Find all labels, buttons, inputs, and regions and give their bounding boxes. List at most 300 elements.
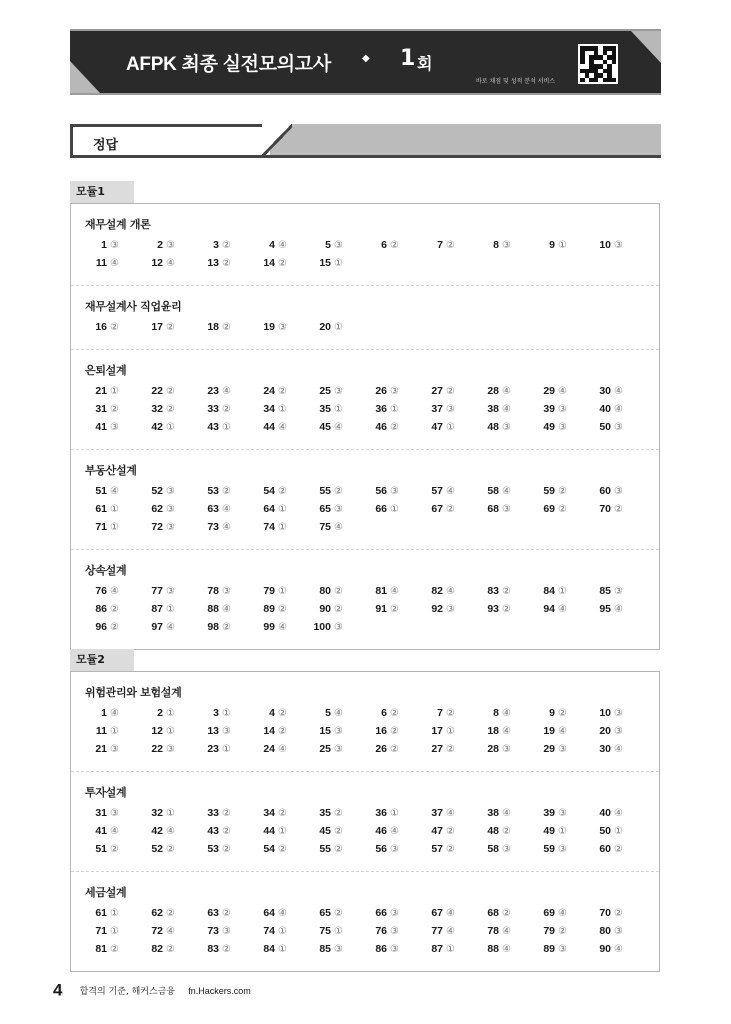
answer-choice: ③	[166, 744, 175, 755]
question-number: 43	[207, 421, 219, 433]
answer-choice: ②	[278, 844, 287, 855]
answer-item	[197, 256, 253, 271]
question-number: 57	[431, 485, 443, 497]
question-number: 75	[319, 925, 331, 937]
answer-item	[421, 384, 477, 399]
answer-choice: ①	[166, 422, 175, 433]
answer-choice: ③	[446, 604, 455, 615]
answer-item	[477, 824, 533, 839]
answer-choice: ④	[502, 926, 511, 937]
question-number: 90	[599, 943, 611, 955]
answer-item	[477, 806, 533, 821]
answer-choice: ②	[390, 726, 399, 737]
answer-item	[141, 484, 197, 499]
answer-choice: ②	[334, 604, 343, 615]
answer-item	[309, 484, 365, 499]
answer-item	[309, 924, 365, 939]
question-number: 40	[599, 403, 611, 415]
question-number: 25	[319, 743, 331, 755]
answer-choice: ②	[110, 844, 119, 855]
question-number: 10	[599, 239, 611, 251]
answer-choice: ②	[110, 604, 119, 615]
answer-item	[85, 842, 141, 857]
question-number: 15	[319, 257, 331, 269]
answer-choice: ②	[110, 944, 119, 955]
answer-item	[253, 842, 309, 857]
module-1-box	[70, 203, 660, 650]
answer-item	[85, 942, 141, 957]
answer-choice: ②	[222, 240, 231, 251]
answer-choice: ①	[278, 586, 287, 597]
answer-choice: ①	[446, 422, 455, 433]
answer-choice: ④	[278, 422, 287, 433]
answer-item	[365, 484, 421, 499]
answer-section	[71, 684, 659, 771]
question-number: 6	[381, 707, 387, 719]
question-number: 66	[375, 907, 387, 919]
question-number: 14	[263, 257, 275, 269]
answer-choice: ②	[334, 586, 343, 597]
answer-item	[85, 824, 141, 839]
answer-item	[85, 620, 141, 635]
answer-choice: ②	[502, 604, 511, 615]
answer-choice: ③	[166, 504, 175, 515]
answer-grid	[85, 320, 645, 349]
answer-grid	[85, 906, 645, 971]
answer-item	[365, 238, 421, 253]
answer-choice: ②	[446, 504, 455, 515]
answer-choice: ①	[334, 322, 343, 333]
question-number: 86	[375, 943, 387, 955]
answer-choice: ④	[278, 622, 287, 633]
question-number: 79	[543, 925, 555, 937]
answer-choice: ①	[446, 726, 455, 737]
answer-choice: ③	[166, 522, 175, 533]
question-number: 12	[151, 725, 163, 737]
answer-section	[71, 216, 659, 285]
answer-item	[421, 742, 477, 757]
question-number: 33	[207, 807, 219, 819]
question-number: 34	[263, 403, 275, 415]
question-number: 38	[487, 403, 499, 415]
answer-item	[309, 502, 365, 517]
question-number: 64	[263, 907, 275, 919]
answer-item	[365, 806, 421, 821]
question-number: 47	[431, 421, 443, 433]
answer-item	[253, 724, 309, 739]
answer-item	[309, 824, 365, 839]
answer-item	[421, 584, 477, 599]
answer-choice: ②	[222, 404, 231, 415]
answer-choice: ④	[502, 808, 511, 819]
answer-item	[85, 742, 141, 757]
answer-choice: ③	[614, 586, 623, 597]
answer-item	[309, 602, 365, 617]
question-number: 95	[599, 603, 611, 615]
answer-item	[477, 724, 533, 739]
question-number: 21	[95, 385, 107, 397]
question-number: 17	[431, 725, 443, 737]
question-number: 36	[375, 807, 387, 819]
answer-choice: ②	[558, 504, 567, 515]
answer-item	[197, 724, 253, 739]
question-number: 74	[263, 521, 275, 533]
answer-choice: ②	[446, 844, 455, 855]
answer-choice: ②	[614, 844, 623, 855]
exam-title: AFPK 최종 실전모의고사	[126, 54, 331, 75]
question-number: 20	[319, 321, 331, 333]
answer-item	[309, 584, 365, 599]
answer-item	[589, 742, 645, 757]
answer-choice: ③	[390, 844, 399, 855]
question-number: 30	[599, 385, 611, 397]
answer-item	[533, 824, 589, 839]
answer-item	[253, 706, 309, 721]
question-number: 91	[375, 603, 387, 615]
answer-choice: ①	[166, 708, 175, 719]
answer-item	[589, 484, 645, 499]
answer-item	[533, 484, 589, 499]
answer-item	[421, 906, 477, 921]
question-number: 19	[263, 321, 275, 333]
answer-choice: ③	[558, 404, 567, 415]
question-number: 9	[549, 239, 555, 251]
answer-item	[141, 402, 197, 417]
section-title: 세금설계	[85, 886, 127, 899]
answer-item	[309, 742, 365, 757]
answer-choice: ③	[334, 744, 343, 755]
answer-item	[365, 942, 421, 957]
question-number: 51	[95, 485, 107, 497]
answer-choice: ②	[502, 908, 511, 919]
question-number: 85	[319, 943, 331, 955]
answer-item	[253, 584, 309, 599]
page-number: 4	[53, 980, 63, 1000]
answer-item	[85, 724, 141, 739]
answer-choice: ④	[558, 908, 567, 919]
question-number: 27	[431, 385, 443, 397]
question-number: 35	[319, 403, 331, 415]
answer-item	[421, 942, 477, 957]
answer-choice: ①	[110, 504, 119, 515]
question-number: 82	[431, 585, 443, 597]
answer-choice: ①	[390, 808, 399, 819]
question-number: 11	[95, 257, 107, 269]
answer-choice: ④	[334, 708, 343, 719]
answer-item	[197, 420, 253, 435]
answer-item	[365, 402, 421, 417]
answer-item	[141, 742, 197, 757]
answer-choice: ②	[222, 844, 231, 855]
answer-item	[309, 842, 365, 857]
answer-section	[71, 771, 659, 871]
answer-item	[85, 420, 141, 435]
question-number: 81	[95, 943, 107, 955]
section-title: 재무설계 개론	[85, 218, 151, 231]
question-number: 50	[599, 825, 611, 837]
question-number: 28	[487, 743, 499, 755]
answer-choice: ①	[278, 404, 287, 415]
answer-choice: ④	[614, 604, 623, 615]
answer-choice: ②	[278, 486, 287, 497]
answer-choice: ④	[110, 826, 119, 837]
answer-item	[477, 602, 533, 617]
answer-item	[253, 620, 309, 635]
answer-section	[71, 285, 659, 349]
answer-item	[589, 402, 645, 417]
answer-item	[85, 584, 141, 599]
question-number: 70	[599, 907, 611, 919]
question-number: 56	[375, 843, 387, 855]
question-number: 47	[431, 825, 443, 837]
answer-section	[71, 549, 659, 649]
question-number: 78	[487, 925, 499, 937]
answer-choice: ①	[110, 908, 119, 919]
answer-choice: ④	[110, 486, 119, 497]
question-number: 53	[207, 485, 219, 497]
answer-choice: ②	[222, 808, 231, 819]
answer-item	[365, 502, 421, 517]
answer-item	[141, 806, 197, 821]
question-number: 100	[313, 621, 331, 633]
answer-choice: ③	[558, 808, 567, 819]
answer-choice: ③	[614, 708, 623, 719]
answer-choice: ④	[334, 522, 343, 533]
page-footer	[53, 980, 251, 1001]
answer-item	[141, 706, 197, 721]
answer-item	[533, 238, 589, 253]
answer-choice: ①	[558, 240, 567, 251]
answer-item	[309, 806, 365, 821]
answer-choice: ②	[222, 322, 231, 333]
question-number: 43	[207, 825, 219, 837]
answer-choice: ①	[614, 826, 623, 837]
question-number: 70	[599, 503, 611, 515]
round-number: 1	[400, 46, 416, 71]
answer-item	[85, 502, 141, 517]
answer-item	[477, 502, 533, 517]
answer-choice: ③	[558, 944, 567, 955]
question-number: 77	[151, 585, 163, 597]
answer-item	[533, 384, 589, 399]
question-number: 76	[375, 925, 387, 937]
answer-item	[589, 942, 645, 957]
question-number: 48	[487, 825, 499, 837]
answer-choice: ①	[110, 522, 119, 533]
answer-choice: ②	[390, 604, 399, 615]
answer-item	[85, 320, 141, 335]
question-number: 40	[599, 807, 611, 819]
answer-choice: ②	[278, 808, 287, 819]
question-number: 72	[151, 521, 163, 533]
answer-choice: ②	[446, 386, 455, 397]
section-title: 은퇴설계	[85, 364, 127, 377]
answer-choice: ④	[166, 926, 175, 937]
question-number: 59	[543, 843, 555, 855]
answer-item	[533, 806, 589, 821]
question-number: 13	[207, 725, 219, 737]
answer-item	[421, 806, 477, 821]
question-number: 49	[543, 825, 555, 837]
question-number: 74	[263, 925, 275, 937]
answer-choice: ②	[390, 744, 399, 755]
answer-choice: ③	[614, 240, 623, 251]
answer-item	[141, 420, 197, 435]
answer-item	[421, 484, 477, 499]
question-number: 6	[381, 239, 387, 251]
answer-item	[477, 906, 533, 921]
question-number: 23	[207, 743, 219, 755]
answer-choice: ③	[334, 622, 343, 633]
question-number: 22	[151, 385, 163, 397]
answer-choice: ①	[222, 708, 231, 719]
answer-choice: ③	[334, 726, 343, 737]
question-number: 62	[151, 503, 163, 515]
answer-choice: ④	[278, 908, 287, 919]
question-number: 63	[207, 907, 219, 919]
answer-choice: ④	[166, 826, 175, 837]
answer-item	[421, 602, 477, 617]
answer-choice: ③	[558, 744, 567, 755]
answer-choice: ②	[614, 504, 623, 515]
answer-item	[85, 520, 141, 535]
answer-choice: ④	[390, 826, 399, 837]
answer-item	[253, 420, 309, 435]
answer-item	[253, 906, 309, 921]
answer-choice: ①	[334, 404, 343, 415]
question-number: 76	[95, 585, 107, 597]
answer-item	[365, 724, 421, 739]
answer-choice: ③	[334, 944, 343, 955]
answer-choice: ②	[558, 926, 567, 937]
answer-choice: ①	[390, 504, 399, 515]
answer-item	[421, 502, 477, 517]
question-number: 73	[207, 925, 219, 937]
answer-item	[85, 238, 141, 253]
answer-item	[477, 742, 533, 757]
footer-site-link[interactable]: fn.Hackers.com	[188, 985, 251, 996]
answer-choice: ③	[502, 844, 511, 855]
answer-choice: ②	[390, 708, 399, 719]
answer-item	[309, 420, 365, 435]
answer-tab	[70, 124, 270, 155]
question-number: 4	[269, 707, 275, 719]
answer-item	[365, 584, 421, 599]
answer-grid	[85, 584, 645, 649]
question-number: 84	[543, 585, 555, 597]
answer-item	[533, 420, 589, 435]
answer-item	[365, 384, 421, 399]
answer-choice: ③	[222, 926, 231, 937]
answer-item	[141, 256, 197, 271]
answer-item	[197, 402, 253, 417]
question-number: 59	[543, 485, 555, 497]
question-number: 55	[319, 485, 331, 497]
answer-choice: ②	[278, 708, 287, 719]
question-number: 12	[151, 257, 163, 269]
answer-item	[589, 706, 645, 721]
question-number: 54	[263, 843, 275, 855]
question-number: 88	[207, 603, 219, 615]
answer-item	[197, 384, 253, 399]
answer-choice: ②	[222, 258, 231, 269]
question-number: 51	[95, 843, 107, 855]
answer-item	[589, 842, 645, 857]
question-number: 82	[151, 943, 163, 955]
question-number: 67	[431, 503, 443, 515]
question-number: 67	[431, 907, 443, 919]
question-number: 29	[543, 743, 555, 755]
answer-choice: ②	[334, 908, 343, 919]
question-number: 78	[207, 585, 219, 597]
answer-choice: ③	[390, 926, 399, 937]
question-number: 48	[487, 421, 499, 433]
question-number: 19	[543, 725, 555, 737]
answer-choice: ②	[110, 322, 119, 333]
answer-choice: ②	[446, 826, 455, 837]
question-number: 92	[431, 603, 443, 615]
question-number: 58	[487, 485, 499, 497]
question-number: 56	[375, 485, 387, 497]
answer-choice: ②	[222, 486, 231, 497]
answer-item	[141, 602, 197, 617]
qr-code-icon[interactable]	[578, 44, 618, 84]
answer-item	[589, 384, 645, 399]
question-number: 39	[543, 807, 555, 819]
answer-choice: ③	[110, 744, 119, 755]
question-number: 27	[431, 743, 443, 755]
question-number: 35	[319, 807, 331, 819]
answer-item	[365, 906, 421, 921]
answer-choice: ③	[278, 322, 287, 333]
answer-item	[253, 924, 309, 939]
answer-item	[589, 420, 645, 435]
answer-choice: ④	[334, 422, 343, 433]
answer-item	[85, 806, 141, 821]
question-number: 93	[487, 603, 499, 615]
question-number: 75	[319, 521, 331, 533]
question-number: 49	[543, 421, 555, 433]
answer-choice: ①	[334, 258, 343, 269]
answer-choice: ③	[390, 486, 399, 497]
question-number: 81	[375, 585, 387, 597]
question-number: 63	[207, 503, 219, 515]
answer-choice: ①	[390, 404, 399, 415]
answer-choice: ③	[110, 240, 119, 251]
answer-item	[253, 384, 309, 399]
answer-item	[421, 924, 477, 939]
answer-choice: ④	[110, 586, 119, 597]
question-number: 21	[95, 743, 107, 755]
answer-choice: ①	[166, 808, 175, 819]
answer-item	[533, 742, 589, 757]
diamond-separator-icon: ◆	[362, 53, 370, 64]
section-title: 위험관리와 보험설계	[85, 686, 182, 699]
answer-choice: ②	[166, 908, 175, 919]
question-number: 94	[543, 603, 555, 615]
answer-item	[197, 806, 253, 821]
answer-item	[309, 906, 365, 921]
answer-item	[141, 724, 197, 739]
question-number: 57	[431, 843, 443, 855]
question-number: 5	[325, 239, 331, 251]
answer-item	[141, 620, 197, 635]
answer-choice: ②	[166, 844, 175, 855]
answer-item	[309, 384, 365, 399]
question-number: 52	[151, 843, 163, 855]
answer-item	[141, 384, 197, 399]
answer-item	[85, 402, 141, 417]
